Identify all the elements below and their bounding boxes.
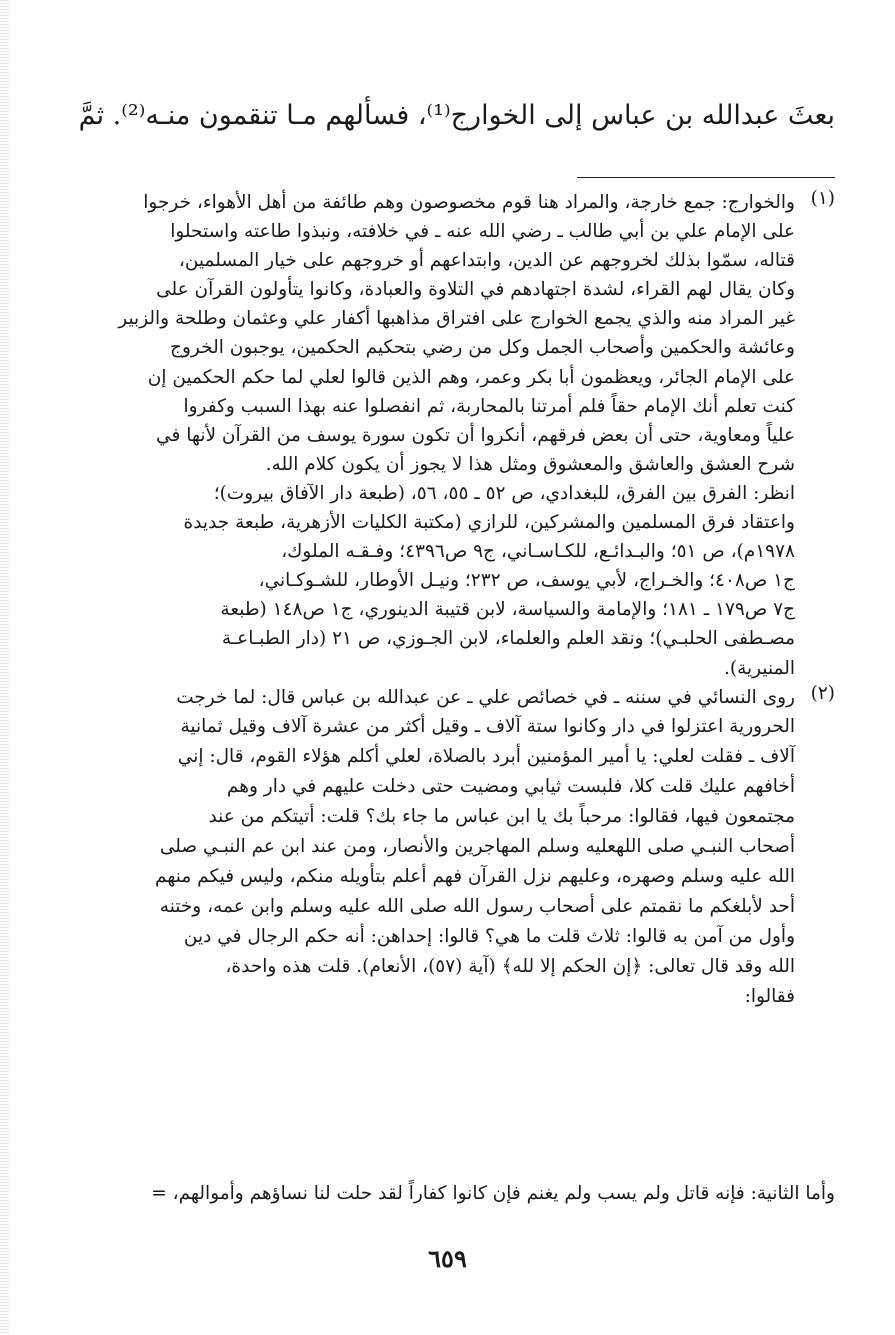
footnote-line: غير المراد منه والذي يجمع الخوارج على افتراق مذاهبها أكفار علي وعثمان وطلحة والزبير	[118, 308, 795, 330]
footnote-continuation-line: وأما الثانية: فإنه قاتل ولم يسب ولم يغنم فإن كانوا كفاراً لقد حلت لنا نساؤهم وأموالهم، =	[151, 1183, 835, 1204]
footnote-line: ج٧ ص١٧٩ ـ ١٨١؛ والإمامة والسياسة، لابن قتيبة الدينوري، ج١ ص١٤٨ (طبعة	[220, 599, 795, 621]
footnote-line: الله عليه وسلم وصهره، وعليهم نزل القرآن فهم أعلم بتأويله منكم، وليس فيكم منهم	[154, 865, 795, 887]
footnote-line: الحرورية اعتزلوا في دار وكانوا ستة آلاف ـ وقيل أكثر من عشرة آلاف وقيل ثمانية	[180, 716, 795, 738]
footnote-line: ١٩٧٨م)، ص ٥١؛ والبـدائـع، للكـاسـاني، ج٩ ص٤٣٩٦؛ وفـقـه الملوك،	[281, 541, 795, 563]
footnote-line: مصـطفى الحلبـي)؛ ونقد العلم والعلماء، لابن الجـوزي، ص ٢١ (دار الطبـاعـة	[221, 628, 795, 650]
footnote-line: على الإمام علي بن أبي طالب ـ رضي الله عنه ـ في خلافته، ونبذوا طاعته واستحلوا	[170, 221, 795, 243]
footnote-1	[118, 188, 835, 683]
footnotes-section	[118, 188, 835, 1011]
footnote-line: روى النسائي في سننه ـ في خصائص علي ـ عن عبدالله بن عباس قال: لما خرجت	[176, 686, 795, 708]
footnote-number: (١)	[810, 188, 835, 209]
footnote-line: وكان يقال لهم القراء، لشدة اجتهادهم في التلاوة والعبادة، وكانوا يتأولون القرآن على	[156, 279, 795, 301]
main-text-line: بعثَ عبدالله بن عباس إلى الخوارج⁽¹⁾، فسألهم مـا تنقمون منـه⁽²⁾. ثمَّ	[78, 100, 835, 131]
footnote-number: (٢)	[810, 682, 835, 704]
footnote-line: والخوارج: جمع خارجة، والمراد هنا قوم مخصوصون وهم طائفة من أهل الأهواء، خرجوا	[143, 192, 795, 213]
footnote-body	[150, 683, 795, 1012]
footnote-line: ج١ ص٤٠٨؛ والخـراج، لأبي يوسف، ص ٢٣٢؛ ونيـل الأوطار، للشـوكـاني،	[258, 570, 795, 592]
footnote-line: واعتقاد فرق المسلمين والمشركين، للرازي (مكتبة الكليات الأزهرية، طبعة جديدة	[183, 512, 795, 534]
footnote-line: مجتمعون فيها، فقالوا: مرحباً بك يا ابن عباس ما جاء بك؟ قلت: أتيتكم من عند	[208, 806, 795, 828]
footnote-line: كنت تعلم أنك الإمام حقاً فلم أمرتنا بالمحاربة، ثم انفصلوا عنه بهذا السبب وكفروا	[183, 395, 795, 417]
page-number: ٦٥٩	[428, 1244, 467, 1273]
footnote-line: المنيرية).	[723, 657, 795, 679]
footnote-line: على الإمام الجائر، ويعظمون أبا بكر وعمر، وهم الذين قالوا لعلي لما حكم الحكمين إن	[147, 366, 795, 388]
footnote-line: أحد لأبلغكم ما نقمتم على أصحاب رسول الله صلى الله عليه وسلم وابن عمه، وختنه	[159, 895, 795, 917]
footnote-line: فقالوا:	[744, 985, 795, 1007]
footnote-line: علياً ومعاوية، حتى أن بعض فرقهم، أنكروا أن تكون سورة يوسف من القرآن لأنها في	[156, 424, 795, 446]
footnote-line: انظر: الفرق بين الفرق، للبغدادي، ص ٥٢ ـ ٥٥، ٥٦، (طبعة دار الآفاق بيروت)؛	[213, 482, 795, 504]
footnote-line: شرح العشق والعاشق والمعشوق ومثل هذا لا يجوز أن يكون كلام الله.	[265, 453, 795, 475]
footnote-body	[118, 188, 795, 683]
footnote-line: وأول من آمن به قالوا: ثلاث قلت ما هي؟ قالوا: إحداهن: أنه حكم الرجال في دين	[183, 925, 795, 947]
footnote-line: أصحاب النبـي صلى اللهعليه وسلم المهاجرين والأنصار، ومن عند ابن عم النبـي صلى	[159, 836, 795, 858]
footnote-line: أخافهم عليك قلت كلا، فلبست ثيابي ومضيت حتى دخلت عليهم في دار وهم	[226, 776, 795, 798]
footnote-separator-rule	[577, 177, 835, 178]
page-binding-edge	[0, 0, 9, 1335]
footnote-line: آلاف ـ فقلت لعلي: يا أمير المؤمنين أبرد بالصلاة، لعلي أكلم هؤلاء القوم، قال: إني	[177, 746, 795, 768]
footnote-line: قتاله، سمّوا بذلك لخروجهم عن الدين، وابتداعهم أو خروجهم على خيار المسلمين،	[178, 250, 795, 272]
footnote-line: الله وقد قال تعالى: ﴿إن الحكم إلا لله﴾ (آية (٥٧)، الأنعام). قلت هذه واحدة،	[225, 955, 795, 977]
footnote-2	[150, 683, 835, 1012]
footnote-line: وعائشة والحكمين وأصحاب الجمل وكل من رضي بتحكيم الحكمين، يوجبون الخروج	[170, 337, 795, 359]
